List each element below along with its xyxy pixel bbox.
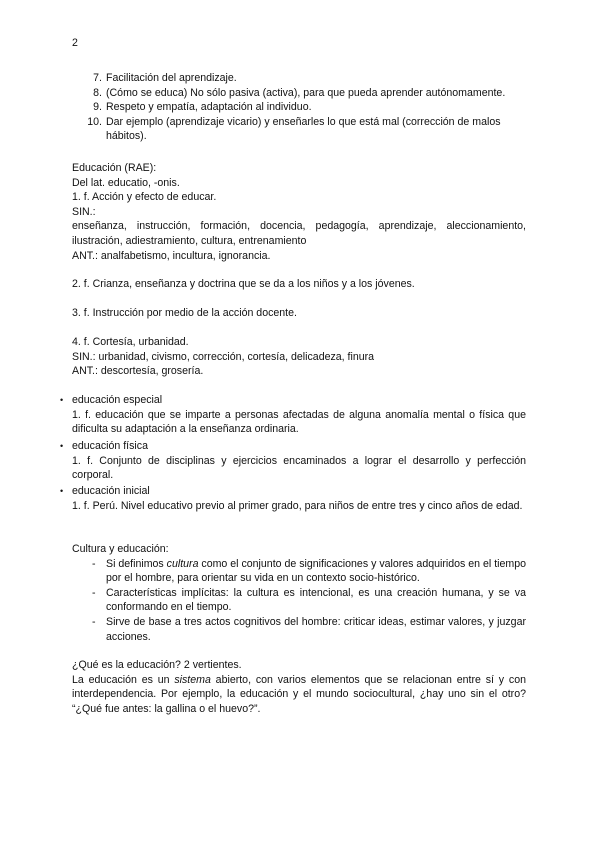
- list-item-number: 10.: [87, 115, 102, 128]
- rae-synonyms-label: SIN.:: [72, 205, 96, 218]
- list-item: [84, 71, 526, 86]
- emphasis-text: sistema: [174, 673, 211, 686]
- rae-synonyms-1: enseñanza, instrucción, formación, docencia, pedagogía, aprendizaje, aleccionamiento, ilustración, adiestramiento, cultura, entrenamiento: [72, 220, 526, 247]
- numbered-list: [84, 71, 526, 144]
- term-title: educación física: [72, 440, 148, 452]
- bullet-icon: •: [60, 441, 64, 451]
- que-paragraph: [72, 673, 526, 717]
- list-item: [72, 615, 526, 644]
- list-item-text: (Cómo se educa) No sólo pasiva (activa), para que pueda aprender autónomamente.: [106, 86, 506, 99]
- rae-antonyms-1: ANT.: analfabetismo, incultura, ignorancia.: [72, 249, 271, 262]
- text-run: Si definimos: [106, 557, 167, 570]
- bullet-icon: •: [60, 395, 64, 405]
- rae-definition-4: 4. f. Cortesía, urbanidad.: [72, 336, 189, 348]
- rae-etymology: Del lat. educatio, -onis.: [72, 176, 180, 189]
- rae-heading: Educación (RAE):: [72, 162, 157, 174]
- list-item-text: Dar ejemplo (aprendizaje vicario) y enseñarles lo que está mal (corrección de malos hábitos).: [106, 115, 501, 143]
- term-definition: 1. f. Perú. Nivel educativo previo al primer grado, para niños de entre tres y cinco años de edad.: [72, 499, 523, 512]
- dash-marker: -: [92, 615, 96, 628]
- term-title: educación inicial: [72, 485, 150, 497]
- bullet-icon: •: [60, 486, 64, 496]
- list-item-number: 8.: [93, 86, 102, 99]
- list-item-text: Facilitación del aprendizaje.: [106, 72, 237, 84]
- list-item: [72, 557, 526, 586]
- list-item-text: Respeto y empatía, adaptación al individuo.: [106, 101, 312, 114]
- rae-definition-4-block: [72, 335, 526, 379]
- que-heading: ¿Qué es la educación? 2 vertientes.: [72, 659, 242, 671]
- rae-definition-1: 1. f. Acción y efecto de educar.: [72, 191, 217, 204]
- rae-synonyms-4: SIN.: urbanidad, civismo, corrección, cortesía, delicadeza, finura: [72, 350, 375, 363]
- term-content: [72, 484, 526, 513]
- cultura-heading: Cultura y educación:: [72, 543, 169, 555]
- dash-marker: -: [92, 557, 96, 570]
- emphasis-text: cultura: [166, 557, 199, 570]
- rae-antonyms-4: ANT.: descortesía, grosería.: [72, 365, 204, 378]
- term-definition: 1. f. Conjunto de disciplinas y ejercicios encaminados a lograr el desarrollo y perfección corporal.: [72, 454, 526, 482]
- cultura-section: [72, 542, 526, 644]
- list-item: [72, 586, 526, 615]
- list-item: [84, 115, 526, 144]
- que-section: [72, 658, 526, 716]
- text-run: Sirve de base a tres actos cognitivos del hombre: criticar ideas, estimar valores, y juzgar acciones.: [106, 615, 526, 643]
- list-item: [84, 100, 526, 115]
- page-number: 2: [72, 37, 78, 49]
- text-run: abierto, con varios elementos que se relacionan entre sí y con interdependencia. Por ejemplo, la educación y el mundo sociocultural, ¿hay uno sin el otro? “¿Qué fue antes: la gallina o el huevo?”.: [72, 673, 527, 715]
- rae-definition-2: 2. f. Crianza, enseñanza y doctrina que se da a los niños y a los jóvenes.: [72, 278, 415, 290]
- list-item: [84, 86, 526, 101]
- cultura-list: [72, 557, 526, 645]
- term-content: [72, 393, 526, 437]
- text-run: Características implícitas: la cultura es intencional, es una creación humana, y se va conformando en el tiempo.: [106, 586, 526, 614]
- term-title: educación especial: [72, 394, 163, 406]
- text-run: La educación es un: [72, 673, 175, 686]
- dash-marker: -: [92, 586, 96, 599]
- term-content: [72, 439, 526, 483]
- list-item-number: 9.: [93, 101, 102, 114]
- rae-definition: [72, 161, 526, 263]
- list-item-number: 7.: [93, 72, 102, 84]
- text-run: como el conjunto de significaciones y valores adquiridos en el tiempo por el hombre, para orientar su vida en un contexto socio-histórico.: [106, 557, 526, 585]
- rae-definition-3: 3. f. Instrucción por medio de la acción docente.: [72, 307, 297, 319]
- term-definition: 1. f. educación que se imparte a personas afectadas de alguna anomalía mental o física que dificulta su adaptación a la enseñanza ordinaria.: [72, 408, 526, 436]
